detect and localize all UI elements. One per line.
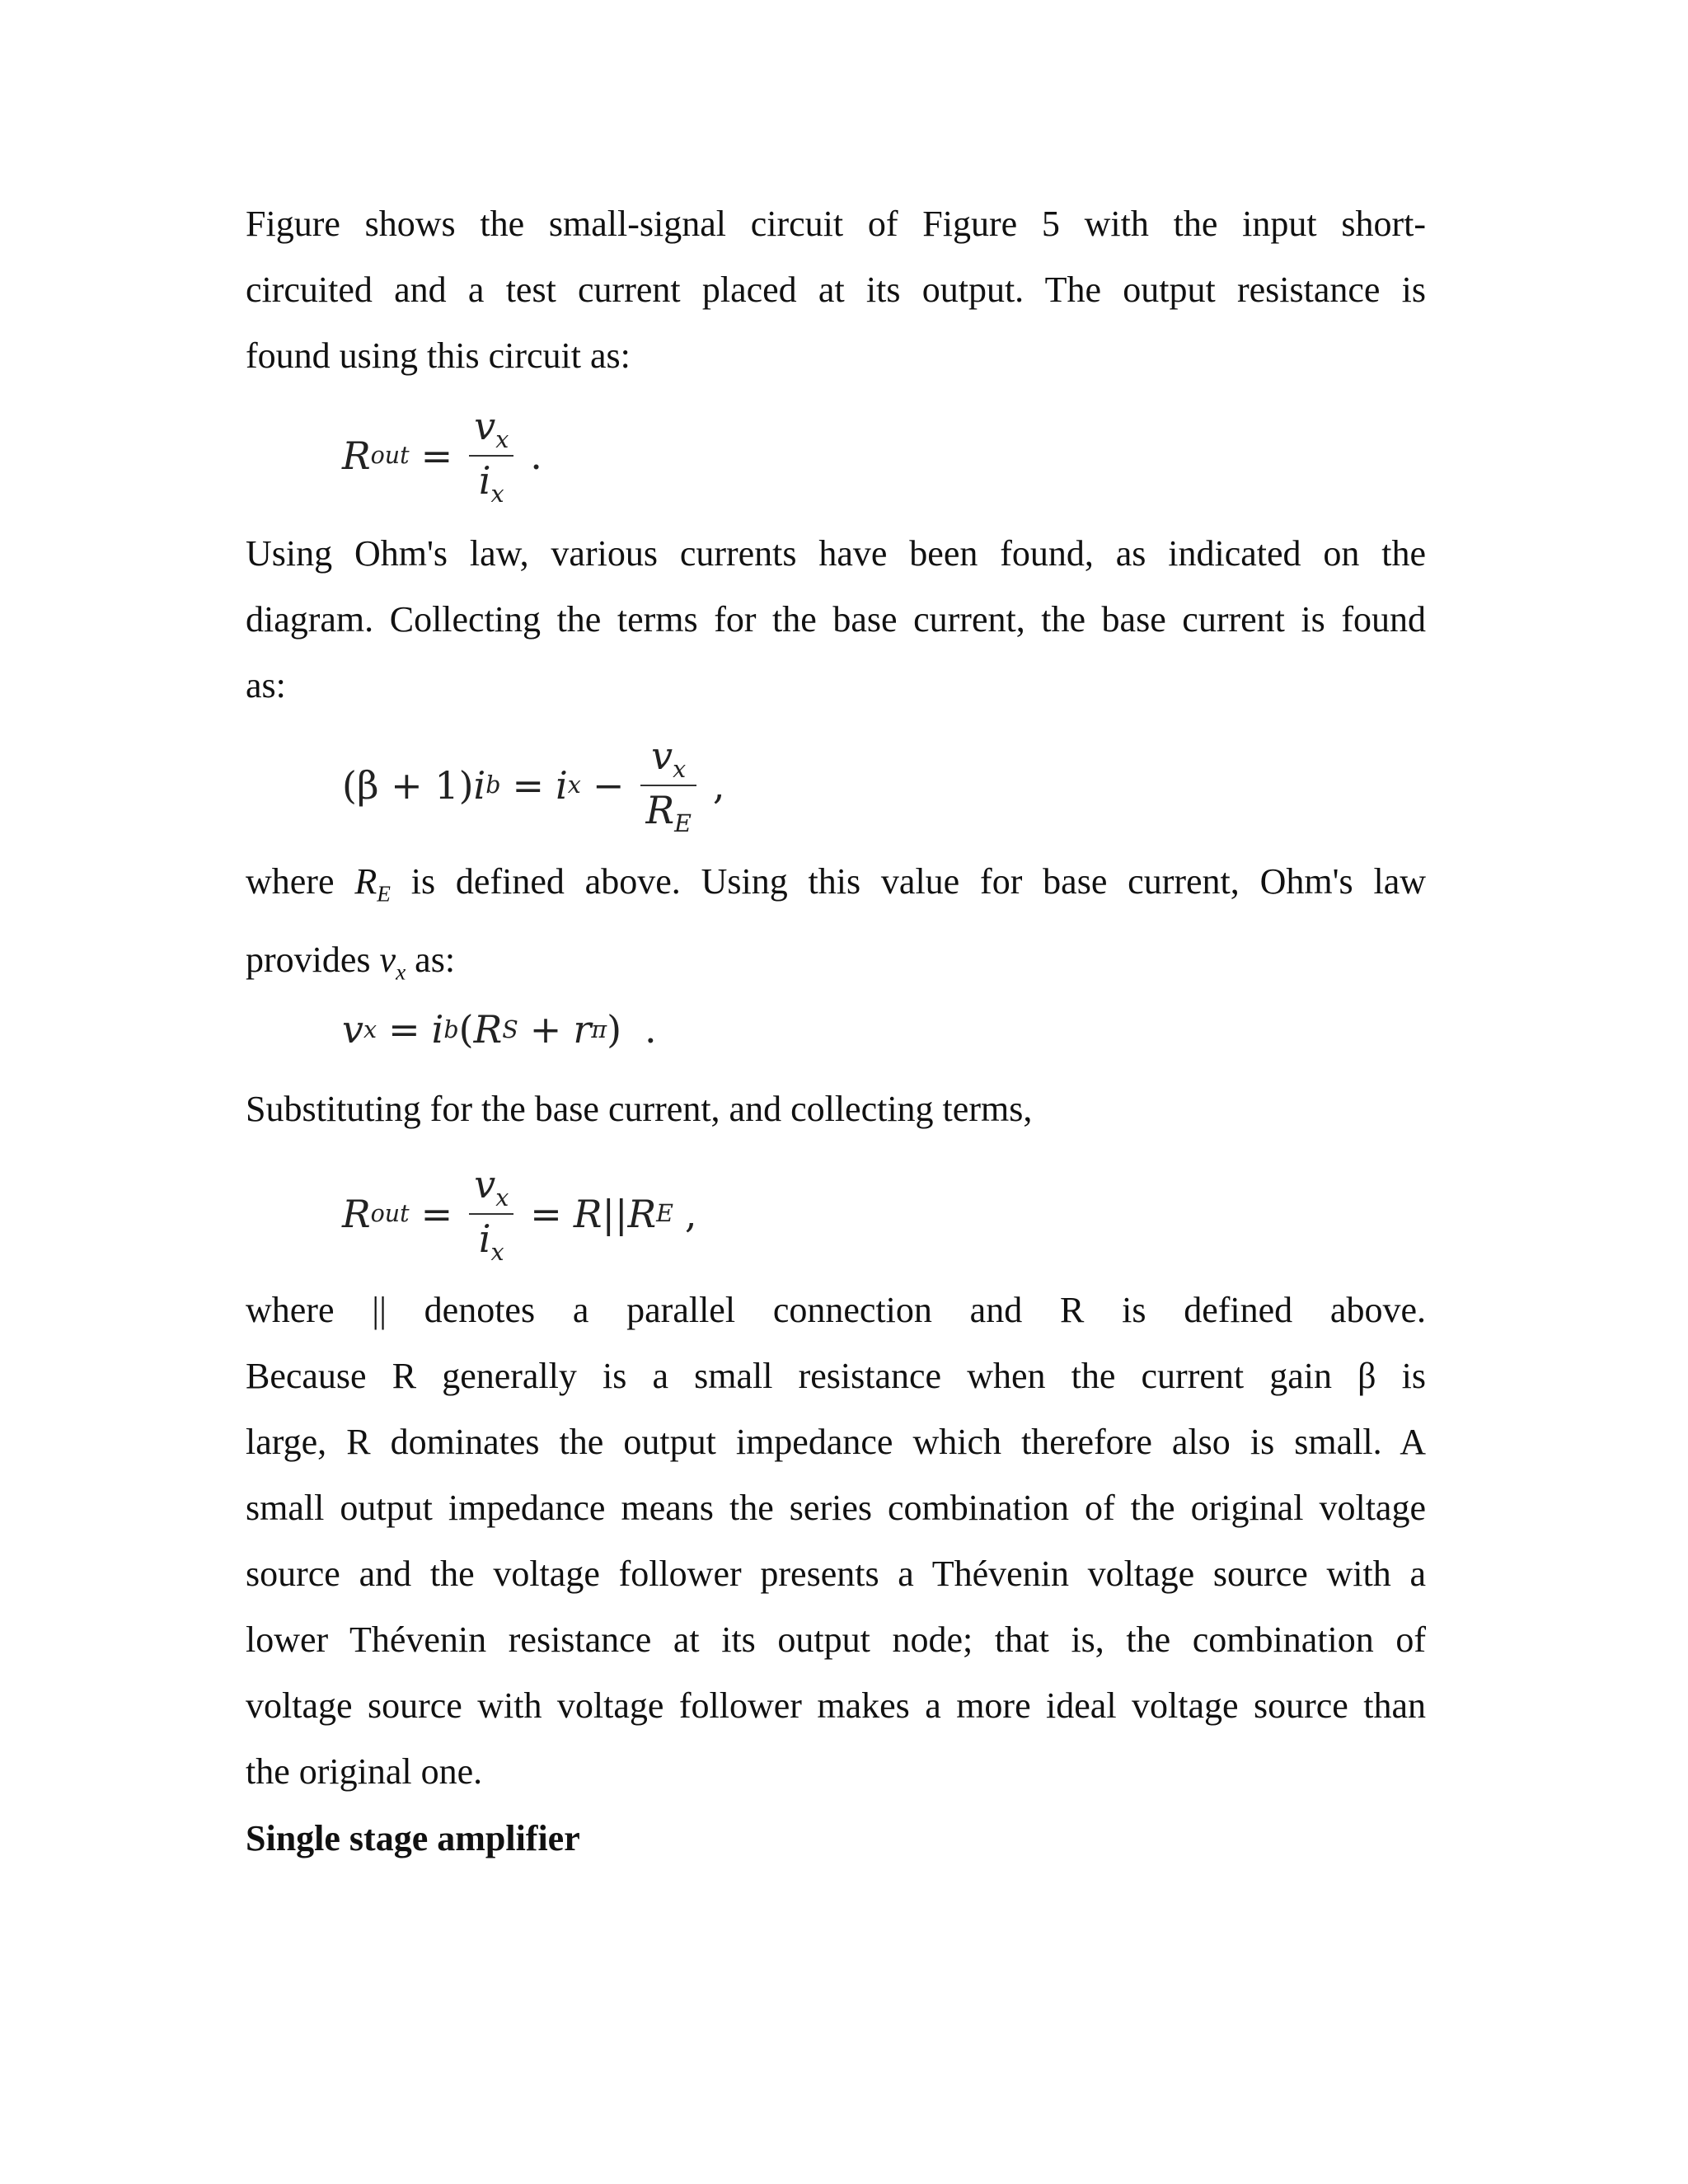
symbol-re: R — [354, 861, 377, 902]
eq-subscript: π — [591, 1015, 607, 1043]
eq-symbol: R — [473, 1007, 503, 1052]
eq-subscript: out — [370, 1200, 410, 1228]
eq-operator: = — [388, 1007, 420, 1052]
eq-operator: = — [530, 1191, 562, 1236]
fraction-numerator: $v_x$ — [474, 404, 509, 453]
eq-subscript: x — [567, 771, 581, 799]
text-line: diagram. Collecting the terms for the base current, the base current is found — [246, 599, 1426, 640]
text-line: the original one. — [246, 1751, 483, 1792]
fraction-denominator: $i_x$ — [478, 457, 504, 508]
eq-symbol: v — [342, 1007, 363, 1052]
fraction — [640, 733, 696, 837]
text-line: small output impedance means the series combination of the original voltage — [246, 1488, 1426, 1528]
symbol-vx: v — [379, 939, 396, 980]
text-line: Substituting for the base current, and collecting terms, — [246, 1089, 1033, 1129]
paragraph-where-re — [246, 849, 1426, 1005]
equation-rout — [342, 404, 554, 508]
text-line: source and the voltage follower presents a Thévenin voltage source with a — [246, 1554, 1426, 1594]
eq-symbol: R||R — [573, 1191, 657, 1236]
eq-symbol: R — [342, 1191, 371, 1236]
eq-operator: = — [420, 433, 453, 478]
text-line: found using this circuit as: — [246, 335, 631, 376]
text-line: where || denotes a parallel connection and R is defined above. — [246, 1290, 1426, 1330]
fraction-numerator: $v_x$ — [651, 733, 687, 783]
eq-punctuation: . — [530, 433, 542, 478]
eq-symbol: r — [573, 1007, 592, 1052]
fraction-denominator: $R_E$ — [645, 787, 692, 837]
equation-rout-parallel — [342, 1162, 709, 1266]
fraction — [469, 404, 513, 508]
text-line: Using Ohm's law, various currents have been found, as indicated on the — [246, 533, 1426, 574]
eq-operator: = — [512, 762, 545, 808]
eq-symbol: R — [342, 433, 371, 478]
eq-operator: − — [592, 762, 625, 808]
eq-symbol: i — [556, 762, 568, 808]
fraction — [469, 1162, 513, 1266]
paragraph-ohms-law — [246, 521, 1426, 719]
text-line: voltage source with voltage follower makes a more ideal voltage source than — [246, 1685, 1426, 1726]
eq-punctuation: , — [684, 1191, 697, 1236]
section-heading: Single stage amplifier — [246, 1818, 580, 1858]
text-line: as: — [246, 665, 286, 705]
text-line: large, R dominates the output impedance which therefore also is small. A — [246, 1422, 1426, 1462]
text-line: where $R_E$ is defined above. Using this value for base current, Ohm's law — [246, 861, 1427, 907]
equation-vx — [342, 1007, 668, 1052]
paragraph-intro — [246, 191, 1426, 389]
fraction-numerator: $v_x$ — [474, 1162, 509, 1212]
eq-subscript: b — [443, 1015, 459, 1043]
eq-subscript: E — [656, 1200, 673, 1228]
paragraph-substituting — [246, 1076, 1426, 1142]
eq-symbol: i — [431, 1007, 444, 1052]
eq-subscript: S — [502, 1015, 518, 1043]
text-line: Figure shows the small-signal circuit of Figure 5 with the input short- — [246, 204, 1426, 244]
eq-punctuation: , — [712, 762, 725, 808]
text-line: lower Thévenin resistance at its output node; that is, the combination of — [246, 1619, 1426, 1660]
eq-operator: = — [420, 1191, 453, 1236]
eq-symbol: i — [473, 762, 486, 808]
eq-punctuation: . — [645, 1007, 657, 1052]
eq-subscript: x — [363, 1015, 377, 1043]
text-line: circuited and a test current placed at its output. The output resistance is — [246, 269, 1426, 310]
eq-term: (β + 1) — [342, 762, 474, 808]
fraction-denominator: $i_x$ — [478, 1216, 504, 1266]
paragraph-conclusion — [246, 1277, 1426, 1805]
text-line: provides $v_x$ as: — [246, 939, 456, 985]
eq-paren: ( — [458, 1007, 474, 1052]
eq-subscript: out — [370, 442, 410, 470]
equation-base-current — [342, 733, 737, 837]
text-line: Because R generally is a small resistance when the current gain β is — [246, 1356, 1426, 1396]
eq-paren: ) — [607, 1007, 622, 1052]
eq-operator: + — [529, 1007, 562, 1052]
eq-subscript: b — [485, 771, 501, 799]
